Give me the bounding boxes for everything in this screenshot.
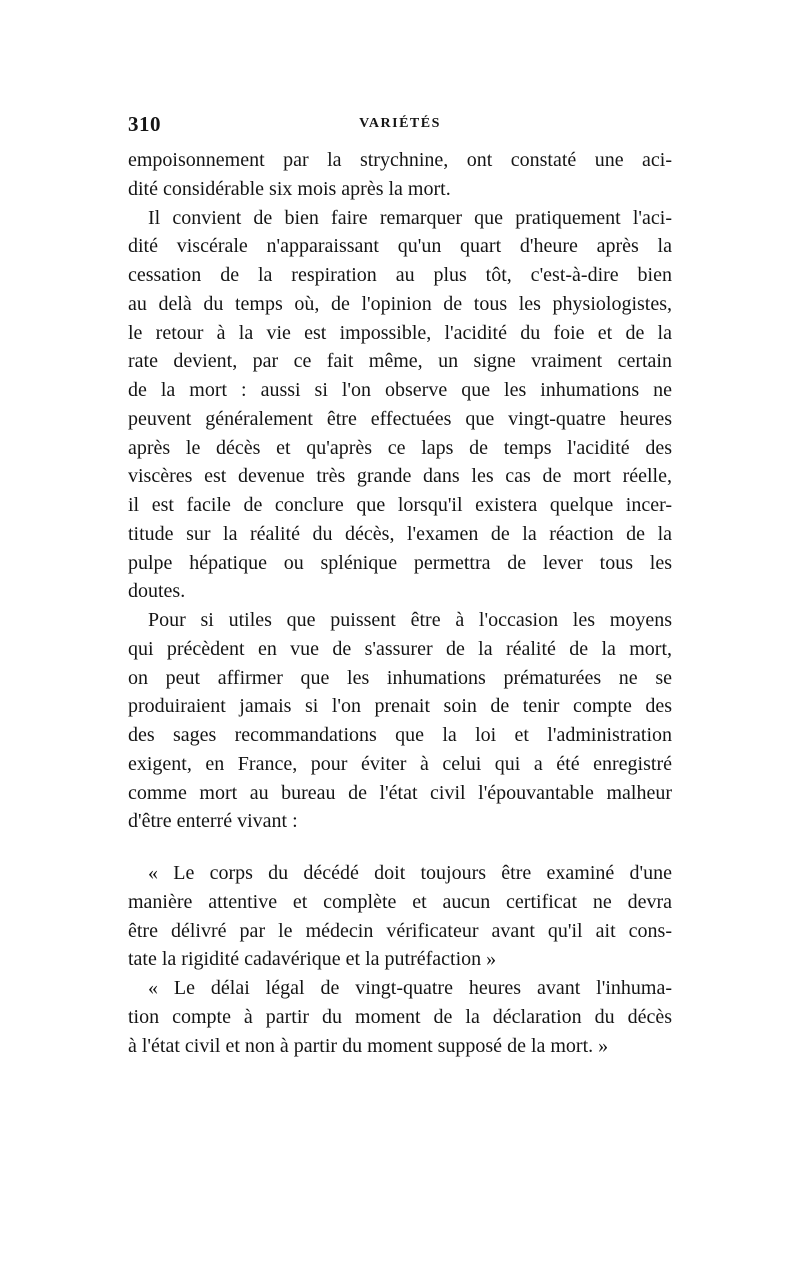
text-line: Pour si utiles que puissent être à l'occasion les moyens bbox=[148, 609, 672, 631]
text-line: produiraient jamais si l'on prenait soin de tenir compte des bbox=[128, 695, 672, 718]
text-line: tion compte à partir du moment de la déclaration du décès bbox=[128, 1005, 672, 1028]
text-line: Il convient de bien faire remarquer que pratiquement l'aci- bbox=[148, 206, 672, 229]
running-head bbox=[128, 112, 672, 146]
book-page bbox=[128, 112, 672, 1060]
text-line: être délivré par le médecin vérificateur avant qu'il ait cons- bbox=[128, 919, 672, 942]
text-line: à l'état civil et non à partir du moment supposé de la mort. » bbox=[128, 1034, 609, 1057]
text-line: tate la rigidité cadavérique et la putréfaction » bbox=[128, 948, 497, 971]
text-line: des sages recommandations que la loi et l'administration bbox=[128, 724, 672, 746]
text-line: le retour à la vie est impossible, l'acidité du foie et de la bbox=[128, 321, 672, 344]
quoted-paragraph-1 bbox=[128, 859, 672, 974]
text-line: de la mort : aussi si l'on observe que les inhumations ne bbox=[128, 379, 672, 401]
text-line: cessation de la respiration au plus tôt, c'est-à-dire bien bbox=[128, 264, 672, 286]
text-line: au delà du temps où, de l'opinion de tous les physiologistes, bbox=[128, 292, 672, 315]
text-line: doutes. bbox=[128, 580, 186, 603]
text-line: pulpe hépatique ou splénique permettra de lever tous les bbox=[128, 551, 672, 574]
text-line: dité viscérale n'apparaissant qu'un quart d'heure après la bbox=[128, 235, 672, 258]
paragraph-1 bbox=[128, 146, 672, 204]
text-line: dité considérable six mois après la mort. bbox=[128, 177, 451, 200]
page-number: 310 bbox=[128, 112, 161, 136]
text-line: après le décès et qu'après ce laps de temps l'acidité des bbox=[128, 436, 672, 459]
quoted-paragraph-2 bbox=[128, 974, 672, 1060]
text-line: d'être enterré vivant : bbox=[128, 810, 298, 833]
text-line: « Le délai légal de vingt-quatre heures avant l'inhuma- bbox=[148, 977, 672, 999]
paragraph-3 bbox=[128, 606, 672, 836]
text-line: il est facile de conclure que lorsqu'il existera quelque incer- bbox=[128, 494, 672, 516]
quote-spacer bbox=[128, 836, 672, 859]
text-line: titude sur la réalité du décès, l'examen de la réaction de la bbox=[128, 522, 672, 545]
text-line: empoisonnement par la strychnine, ont constaté une aci- bbox=[128, 149, 672, 171]
text-line: viscères est devenue très grande dans les cas de mort réelle, bbox=[128, 465, 672, 488]
text-line: peuvent généralement être effectuées que vingt-quatre heures bbox=[128, 407, 672, 430]
text-line: qui précèdent en vue de s'assurer de la réalité de la mort, bbox=[128, 637, 672, 660]
text-line: rate devient, par ce fait même, un signe vraiment certain bbox=[128, 350, 672, 373]
running-title: VARIÉTÉS bbox=[359, 116, 441, 131]
text-line: exigent, en France, pour éviter à celui qui a été enregistré bbox=[128, 752, 672, 775]
text-line: manière attentive et complète et aucun certificat ne devra bbox=[128, 890, 672, 913]
text-line: « Le corps du décédé doit toujours être examiné d'une bbox=[148, 862, 672, 884]
text-line: comme mort au bureau de l'état civil l'épouvantable malheur bbox=[128, 781, 672, 804]
paragraph-2 bbox=[128, 204, 672, 607]
text-line: on peut affirmer que les inhumations prématurées ne se bbox=[128, 666, 672, 689]
